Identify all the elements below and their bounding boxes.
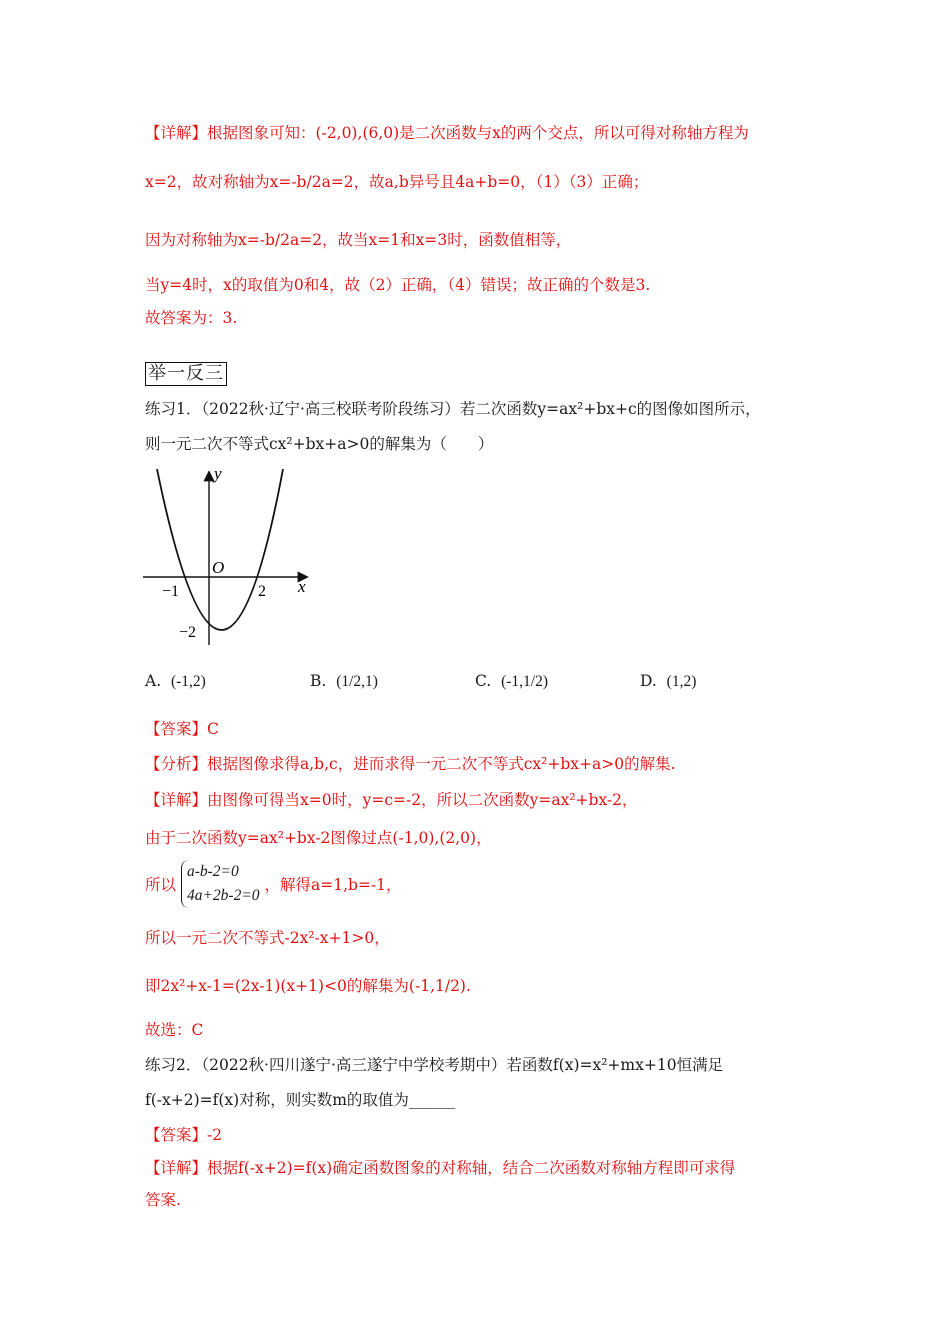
exercise1-detail-4: 所以一元二次不等式-2x²-x+1>0， (145, 929, 390, 947)
detail-line-4: 当y=4时，x的取值为0和4，故（2）正确，（4）错误；故正确的个数是3. (145, 276, 651, 294)
exercise1-analysis: 【分析】根据图像求得a,b,c，进而求得一元二次不等式cx²+bx+a>0的解集. (145, 755, 676, 773)
exercise2-detail-1: 【详解】根据f(-x+2)=f(x)确定函数图象的对称轴，结合二次函数对称轴方程即可求得 (145, 1159, 736, 1177)
detail-line-2: x=2，故对称轴为x=-b/2a=2，故a,b异号且4a+b=0，（1）（3）正确； (145, 173, 649, 191)
choice-d (640, 672, 696, 691)
exercise2-stem-line1: 练习2．（2022秋·四川遂宁·高三遂宁中学校考期中）若函数f(x)=x²+mx+10恒满足 (145, 1056, 724, 1074)
exercise1-detail-2: 由于二次函数y=ax²+bx-2图像过点(-1,0),(2,0)， (145, 829, 492, 847)
parabola-curve (157, 469, 283, 630)
choice-d-letter: D. (640, 672, 657, 690)
choice-a (145, 672, 206, 691)
choice-d-text: (1,2) (666, 673, 697, 690)
system-suffix: ，解得a=1,b=-1， (264, 876, 402, 894)
exercise1-answer: 【答案】C (145, 720, 219, 738)
y-axis-label: y (214, 465, 222, 483)
section-title: 举一反三 (145, 362, 227, 386)
system-eq-1: a-b-2=0 (186, 863, 239, 880)
choice-c (475, 672, 548, 691)
x-axis-label: x (298, 577, 306, 596)
choice-a-text: (-1,2) (170, 673, 206, 690)
detail-line-3: 因为对称轴为x=-b/2a=2，故当x=1和x=3时，函数值相等， (145, 231, 572, 249)
choice-b-text: (1/2,1) (336, 673, 378, 690)
equation-system (181, 860, 260, 908)
exercise1-final: 故选：C (145, 1021, 204, 1039)
choice-b-letter: B. (310, 672, 327, 690)
choice-a-letter: A. (145, 672, 162, 690)
exercise1-detail-1: 【详解】由图像可得当x=0时，y=c=-2，所以二次函数y=ax²+bx-2， (145, 791, 638, 809)
exercise1-detail-5: 即2x²+x-1=(2x-1)(x+1)<0的解集为(-1,1/2). (145, 977, 471, 995)
system-prefix: 所以 (145, 876, 177, 894)
exercise2-stem-line2: f(-x+2)=f(x)对称，则实数m的取值为______ (145, 1091, 456, 1109)
choice-b (310, 672, 378, 691)
tick-label-neg1: −1 (162, 583, 180, 600)
parabola-graph (140, 465, 320, 647)
exercise2-answer: 【答案】-2 (145, 1126, 223, 1144)
choice-c-letter: C. (475, 672, 492, 690)
tick-label-2: 2 (258, 583, 266, 600)
system-eq-2: 4a+2b-2=0 (186, 887, 260, 904)
exercise1-stem-line1: 练习1．（2022秋·辽宁·高三校联考阶段练习）若二次函数y=ax²+bx+c的图像如图所示， (145, 400, 761, 418)
exercise1-stem-line2: 则一元二次不等式cx²+bx+a>0的解集为（ ） (145, 435, 494, 453)
exercise2-detail-2: 答案. (145, 1191, 181, 1209)
tick-label-neg2: −2 (179, 624, 197, 641)
detail-line-1: 【详解】根据图象可知：(-2,0),(6,0)是二次函数与x的两个交点，所以可得对称轴方程为 (145, 124, 749, 142)
origin-label: O (212, 558, 225, 577)
exercise1-detail-system (145, 860, 402, 908)
choice-c-text: (-1,1/2) (501, 673, 549, 690)
detail-answer-line: 故答案为：3. (145, 309, 238, 327)
